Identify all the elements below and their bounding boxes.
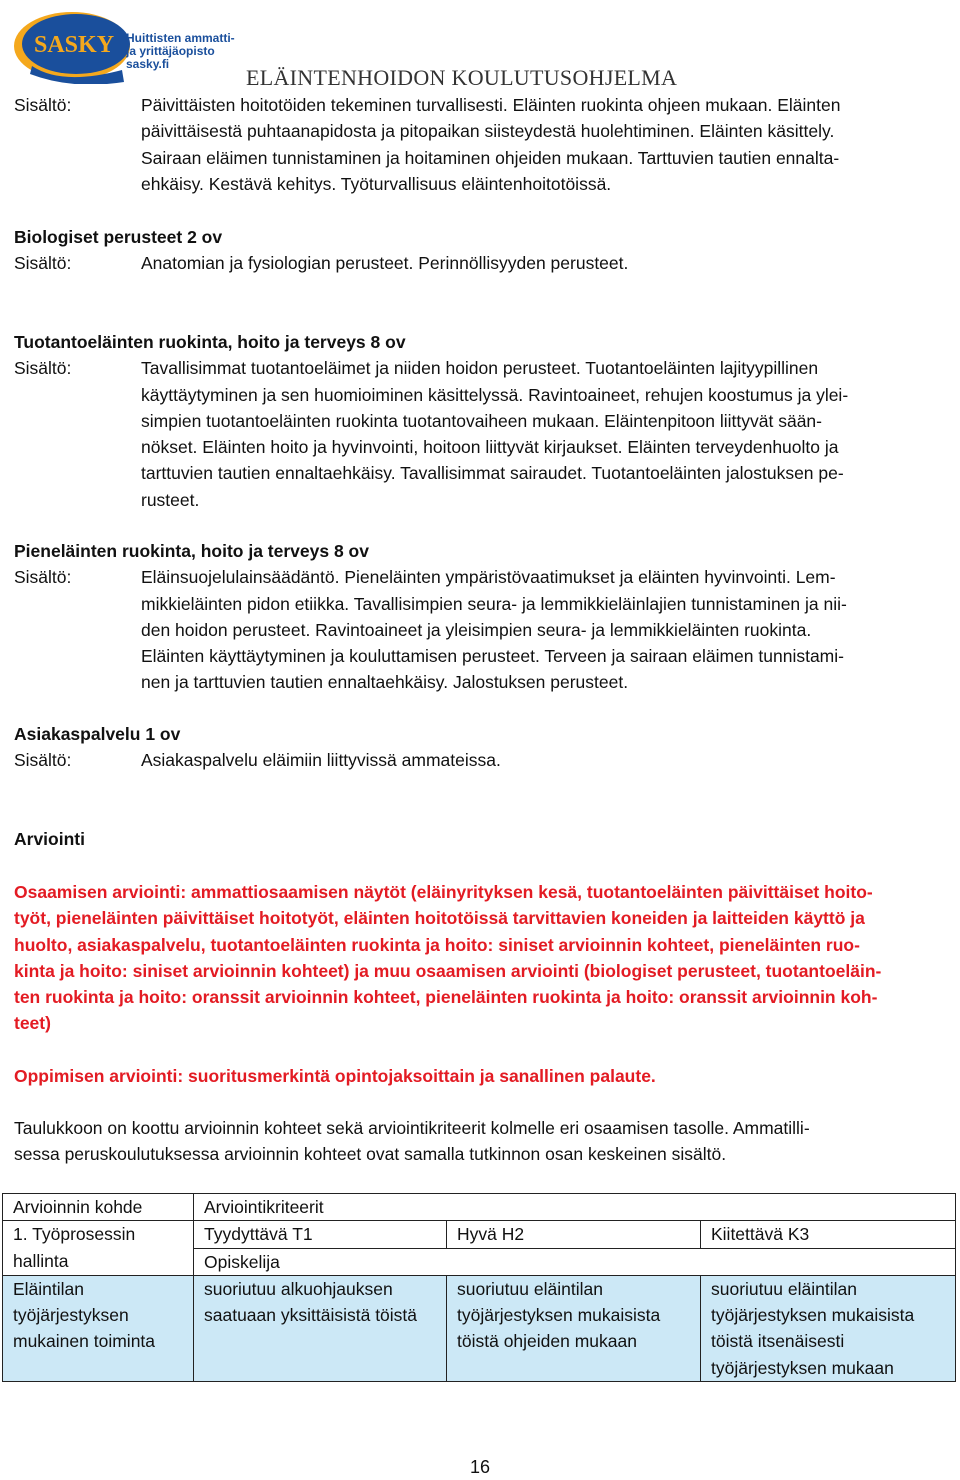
evaluation-table: [2, 1193, 956, 1382]
table-header-row: [3, 1194, 956, 1221]
section-asiakaspalvelu: [14, 721, 954, 774]
section-pienelaimet: [14, 538, 954, 696]
content-line: Tavallisimmat tuotantoeläimet ja niiden hoidon perusteet. Tuotantoeläinten lajityypillinen: [141, 358, 819, 379]
section-biologiset: [14, 224, 954, 277]
logo-tagline-1: Huittisten ammatti-: [126, 31, 235, 45]
running-title: ELÄINTENHOIDON KOULUTUSOHJELMA: [246, 65, 678, 90]
osaamisen-line: Osaamisen arviointi: ammattiosaamisen näytöt (eläinyrityksen kesä, tuotantoeläinten päivittäiset hoito-: [14, 882, 873, 902]
content-text: [141, 747, 954, 773]
taulukko-intro: [14, 1115, 954, 1168]
section-heading: Tuotantoeläinten ruokinta, hoito ja terveys 8 ov: [14, 332, 406, 352]
content-line: Eläinsuojelulainsäädäntö. Pieneläinten ympäristövaatimukset ja eläinten hyvinvointi. Lem-: [141, 567, 836, 588]
target-cell: 1. Työprosessin hallinta: [3, 1221, 194, 1276]
content-line: simpien tuotantoeläinten ruokinta tuotantovaiheen mukaan. Eläintenpitoon liittyvät sään-: [141, 410, 822, 431]
criteria-k3: suoriutuu eläintilan työjärjestyksen mukaisista töistä itsenäisesti työjärjestyksen mukaan: [701, 1275, 956, 1381]
intro-line: sessa peruskoulutuksessa arvioinnin kohteet ovat samalla tutkinnon osan keskeinen sisältö.: [14, 1144, 727, 1165]
content-text: [141, 355, 954, 513]
content-line: tarttuvien tautien ennaltaehkäisy. Tavallisimmat sairaudet. Tuotantoeläinten jalostuksen pe-: [141, 463, 844, 484]
content-line: Eläinten käyttäytyminen ja kouluttamisen perusteet. Terveen ja sairaan eläimen tunnistami-: [141, 646, 844, 667]
content-line: Päivittäisten hoitotöiden tekeminen turvallisesti. Eläinten ruokinta ohjeen mukaan. Eläinten: [141, 95, 841, 115]
header-arviointikriteerit: Arviointikriteerit: [194, 1194, 956, 1221]
table-row: [3, 1275, 956, 1381]
logo-url: sasky.fi: [126, 57, 170, 71]
row-label-cell: Eläintilan työjärjestyksen mukainen toiminta: [3, 1275, 194, 1381]
criteria-t1: suoriutuu alkuohjauksen saatuaan yksittäisistä töistä: [194, 1275, 447, 1381]
content-text: [141, 564, 954, 695]
osaamisen-line: kinta ja hoito: siniset arvioinnin kohteet) ja muu osaamisen arviointi (biologiset perusteet, tuotantoeläin-: [14, 960, 882, 981]
content-text: [141, 250, 954, 276]
subheader-opiskelija: Opiskelija: [194, 1248, 956, 1275]
content-line: mikkieläinten pidon etiikka. Tavallisimpien seura- ja lemmikkieläinlajien tunnistaminen ja nii-: [141, 593, 847, 614]
content-line: päivittäisestä puhtaanapidosta ja pitopaikan siisteydestä huolehtiminen. Eläinten käsittely.: [141, 121, 835, 142]
content-line: ehkäisy. Kestävä kehitys. Työturvallisuus eläintenhoitotöissä.: [141, 173, 612, 194]
logo-name: SASKY: [34, 32, 115, 58]
content-line: Asiakaspalvelu eläimiin liittyvissä ammateissa.: [141, 750, 501, 771]
level-h2: Hyvä H2: [447, 1221, 701, 1248]
content-label: Sisältö:: [14, 95, 72, 115]
level-t1: Tyydyttävä T1: [194, 1221, 447, 1248]
content-label: Sisältö:: [14, 567, 72, 588]
arviointi-heading: Arviointi: [14, 829, 85, 849]
oppimisen-arviointi: Oppimisen arviointi: suoritusmerkintä opintojaksoittain ja sanallinen palaute.: [14, 1066, 656, 1086]
content-line: nökset. Eläinten hoito ja hyvinvointi, hoitoon liittyvät kirjaukset. Eläinten terveydenhuolto ja: [141, 437, 839, 458]
content-label: Sisältö:: [14, 750, 72, 771]
osaamisen-line: ten ruokinta ja hoito: oranssit arvioinnin kohteet, pieneläinten ruokinta ja hoito: oranssit arvioinnin koh-: [14, 987, 878, 1008]
content-label: Sisältö:: [14, 253, 72, 274]
osaamisen-line: huolto, asiakaspalvelu, tuotantoeläinten ruokinta ja hoito: siniset arvioinnin kohteet, pieneläinten ruo-: [14, 934, 860, 955]
intro-line: Taulukkoon on koottu arvioinnin kohteet sekä arviointikriteerit kolmelle eri osaamisen tasolle. Ammatilli-: [14, 1118, 810, 1138]
criteria-h2: suoriutuu eläintilan työjärjestyksen mukaisista töistä ohjeiden mukaan: [447, 1275, 701, 1381]
osaamisen-arviointi: [14, 879, 954, 1037]
section-heading: Biologiset perusteet 2 ov: [14, 227, 223, 247]
content-line: den hoidon perusteet. Ravintoaineet ja yleisimpien seura- ja lemmikkieläinten ruokinta.: [141, 619, 812, 640]
osaamisen-line: työt, pieneläinten päivittäiset hoitotyöt, eläinten hoitotöissä tarvittavien koneiden ja laitteiden käyttö ja: [14, 908, 865, 929]
content-line: Sairaan eläimen tunnistaminen ja hoitaminen ohjeiden mukaan. Tarttuvien tautien ennalta-: [141, 147, 840, 168]
content-label: Sisältö:: [14, 358, 72, 379]
section-tuotantoelaimet: [14, 329, 954, 513]
osaamisen-line: teet): [14, 1013, 51, 1034]
content-line: käyttäytyminen ja sen huomioiminen käsittelyssä. Ravintoaineet, rehujen koostumus ja ylei-: [141, 384, 849, 405]
header-arvioinnin-kohde: Arvioinnin kohde: [3, 1194, 194, 1221]
sasky-logo: [12, 4, 242, 84]
content-line: Anatomian ja fysiologian perusteet. Perinnöllisyyden perusteet.: [141, 253, 629, 274]
logo-tagline-2: ja yrittäjäopisto: [126, 44, 215, 58]
content-line: nen ja tarttuvien tautien ennaltaehkäisy. Jalostuksen perusteet.: [141, 672, 629, 693]
page-number: 16: [469, 1457, 491, 1477]
section-heading: Pieneläinten ruokinta, hoito ja terveys 8 ov: [14, 541, 369, 561]
content-line: rusteet.: [141, 489, 200, 510]
section-heading: Asiakaspalvelu 1 ov: [14, 724, 181, 744]
level-k3: Kiitettävä K3: [701, 1221, 956, 1248]
table-row: [3, 1221, 956, 1248]
section-paivittaiset: [14, 92, 954, 197]
content-text: [141, 92, 954, 197]
